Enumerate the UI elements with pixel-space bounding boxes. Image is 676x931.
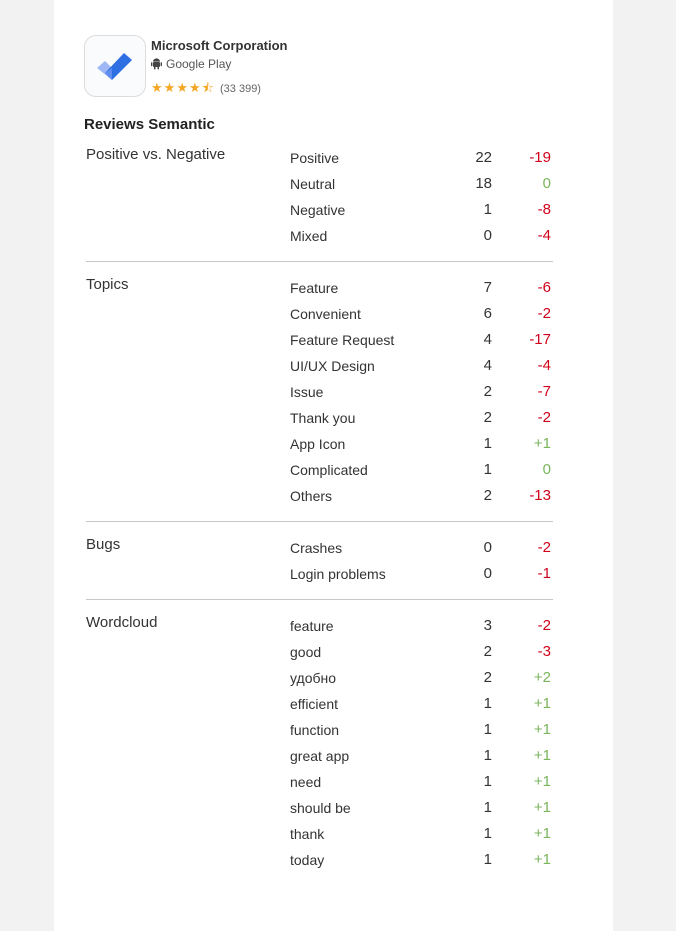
row-delta: +1 [533,435,551,452]
row-name: Issue [290,384,324,400]
row-delta: -2 [537,617,551,634]
row-name: good [290,644,322,660]
row-name: Convenient [290,306,361,322]
table-row [290,718,553,744]
row-value: 1 [483,851,492,868]
row-value: 3 [483,617,492,634]
row-name: Mixed [290,228,328,244]
table-row [290,562,553,588]
row-delta: +1 [533,747,551,764]
row-name: App Icon [290,436,346,452]
row-value: 1 [483,721,492,738]
row-name: Crashes [290,540,343,556]
row-value: 1 [483,773,492,790]
row-name: Neutral [290,176,336,192]
table-row [290,380,553,406]
row-value: 0 [483,565,492,582]
table-row [290,666,553,692]
row-value: 1 [483,435,492,452]
row-value: 2 [483,643,492,660]
table-row [290,822,553,848]
row-value: 22 [475,149,492,166]
star-icon: ★ [151,80,164,95]
table-row [290,770,553,796]
row-name: Thank you [290,410,356,426]
row-delta: +2 [533,669,551,686]
group-label: Bugs [86,536,121,553]
row-value: 2 [483,669,492,686]
row-value: 4 [483,331,492,348]
table-row [290,146,553,172]
table-row [290,796,553,822]
table-row [290,744,553,770]
row-delta: +1 [533,799,551,816]
table-row [290,848,553,874]
row-name: function [290,722,340,738]
table-row [290,328,553,354]
row-value: 1 [483,695,492,712]
row-name: Negative [290,202,346,218]
row-value: 1 [483,825,492,842]
row-name: Others [290,488,333,504]
group-label: Positive vs. Negative [86,146,226,163]
store-label [151,57,231,73]
table-row [290,224,553,250]
row-value: 2 [483,383,492,400]
row-name: today [290,852,325,868]
row-delta: -8 [537,201,551,218]
row-delta: -7 [537,383,551,400]
row-delta: +1 [533,825,551,842]
table-row [290,302,553,328]
table-row [290,276,553,302]
table-row [290,484,553,510]
table-row [290,692,553,718]
table-row [290,614,553,640]
row-delta: -2 [537,409,551,426]
row-delta: 0 [542,461,551,478]
row-value: 1 [483,747,492,764]
row-name: удобно [290,670,337,686]
app-header[interactable] [84,35,384,99]
checkmark-icon [93,44,137,88]
row-value: 2 [483,409,492,426]
row-delta: -4 [537,357,551,374]
row-delta: -3 [537,643,551,660]
row-name: Login problems [290,566,386,582]
table-row [290,536,553,562]
table-row [290,458,553,484]
row-delta: -13 [529,487,551,504]
row-delta: 0 [542,175,551,192]
row-name: Complicated [290,462,368,478]
app-publisher[interactable]: Microsoft Corporation [151,38,288,53]
row-name: feature [290,618,334,634]
row-value: 6 [483,305,492,322]
row-delta: +1 [533,721,551,738]
star-icon: ★ [176,80,189,95]
table-row [290,172,553,198]
row-delta: -4 [537,227,551,244]
row-name: efficient [290,696,338,712]
row-value: 0 [483,539,492,556]
row-name: great app [290,748,350,764]
group-label: Wordcloud [86,614,158,631]
row-value: 4 [483,357,492,374]
row-delta: -1 [537,565,551,582]
row-name: Feature [290,280,339,296]
half-star-icon: ⯪ [201,80,215,95]
row-name: need [290,774,322,790]
table-row [290,432,553,458]
row-delta: -2 [537,305,551,322]
star-icon: ★ [163,80,177,95]
row-name: UI/UX Design [290,358,375,374]
row-name: thank [290,826,325,842]
table-row [290,406,553,432]
row-value: 7 [483,279,492,296]
group-label: Topics [86,276,129,293]
rating [151,79,261,101]
row-value: 18 [475,175,492,192]
row-delta: -19 [529,149,551,166]
row-delta: +1 [533,851,551,868]
row-delta: -17 [529,331,551,348]
row-delta: +1 [533,773,551,790]
divider [86,599,553,600]
star-icon: ★ [188,80,202,95]
row-value: 1 [483,201,492,218]
row-value: 0 [483,227,492,244]
divider [86,261,553,262]
row-value: 2 [483,487,492,504]
divider [86,521,553,522]
row-delta: +1 [533,695,551,712]
row-name: Positive [290,150,340,166]
row-value: 1 [483,461,492,478]
section-title: Reviews Semantic [84,116,215,133]
row-delta: -6 [537,279,551,296]
row-name: Feature Request [290,332,395,348]
table-row [290,198,553,224]
table-row [290,354,553,380]
row-value: 1 [483,799,492,816]
table-row [290,640,553,666]
row-name: should be [290,800,351,816]
android-icon [151,58,162,73]
reviews-count: (33 399) [220,83,261,95]
review-card [54,0,613,931]
store-name: Google Play [166,57,232,71]
app-icon[interactable] [84,35,146,97]
row-delta: -2 [537,539,551,556]
